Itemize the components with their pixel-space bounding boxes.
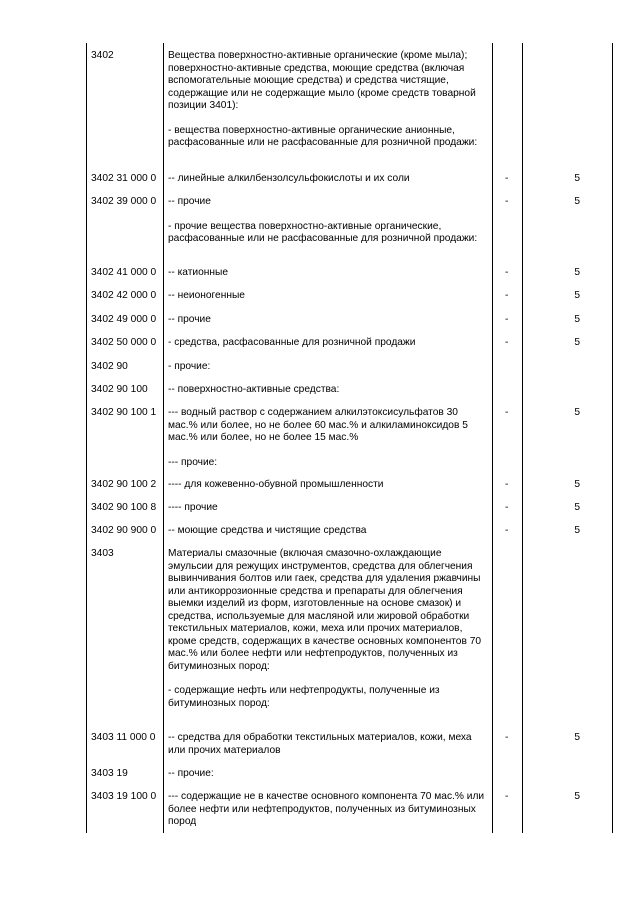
description (168, 502, 486, 515)
tariff-code: 3402 (91, 50, 114, 61)
description (168, 407, 486, 469)
description-text: -- поверхностно-активные средства: (168, 384, 340, 395)
unit: - (505, 314, 509, 325)
unit: - (505, 267, 509, 278)
description (168, 732, 486, 757)
tariff-code: 3402 90 100 1 (91, 407, 157, 418)
tariff-code: 3402 90 100 (91, 384, 148, 395)
description-text: - средства, расфасованные для розничной продажи (168, 337, 416, 348)
tariff-code: 3402 31 000 0 (91, 173, 157, 184)
description-text: --- содержащие не в качестве основного компонента 70 мас.% или более нефти или нефтепродуктов, полученных из битуминозных пород (168, 791, 485, 827)
duty-rate: 5 (574, 732, 580, 743)
description (168, 290, 486, 303)
description (168, 50, 486, 150)
table-divider-unit (522, 43, 523, 833)
description (168, 548, 486, 710)
description-text: --- прочие: (168, 456, 218, 468)
tariff-code: 3402 90 900 0 (91, 525, 157, 536)
description-text: -- линейные алкилбензолсульфокислоты и их соли (168, 173, 410, 184)
duty-rate: 5 (574, 337, 580, 348)
unit: - (505, 732, 509, 743)
duty-rate: 5 (574, 791, 580, 802)
table-border-right (612, 43, 613, 833)
description-text: ---- прочие (168, 502, 218, 513)
description-text: ---- для кожевенно-обувной промышленности (168, 479, 384, 490)
unit: - (505, 196, 509, 207)
duty-rate: 5 (574, 479, 580, 490)
description (168, 768, 486, 781)
tariff-code: 3402 90 100 8 (91, 502, 157, 513)
unit: - (505, 791, 509, 802)
description (168, 267, 486, 280)
description (168, 384, 486, 397)
table-divider-desc (492, 43, 493, 833)
description-text: Материалы смазочные (включая смазочно-охлаждающие эмульсии для режущих инструментов, средства для облегчения вывинчивания болтов или гаек, средства для удаления ржавчины или антикоррозионные средства и препараты для облегчения выемки изделий из форм, изготовленные на основе смазок) и средства, используемые для масляной или жировой обработки текстильных материалов, кожи, меха или прочих материалов, кроме средств, содержащих в качестве основных компонентов 70 мас.% или более нефти или нефтепродуктов, полученных из битуминозных пород: (168, 548, 482, 672)
unit: - (505, 173, 509, 184)
description-text: --- водный раствор с содержанием алкилэтоксисульфатов 30 мас.% или более, но не более 60 мас.% и алкиламиноксидов 5 мас.% или более, но не более 15 мас.% (168, 407, 468, 443)
description-text: -- средства для обработки текстильных материалов, кожи, меха или прочих материалов (168, 732, 472, 756)
description-text: -- катионные (168, 267, 229, 278)
duty-rate: 5 (574, 314, 580, 325)
unit: - (505, 479, 509, 490)
duty-rate: 5 (574, 525, 580, 536)
description-text: - прочие вещества поверхностно-активные органические, расфасованные или не расфасованные для розничной продажи: (168, 220, 478, 244)
description-text: -- моющие средства и чистящие средства (168, 525, 367, 536)
description (168, 525, 486, 538)
description-text: -- прочие (168, 196, 211, 207)
description-text: - прочие: (168, 361, 211, 372)
table-divider-code (163, 43, 164, 833)
unit: - (505, 502, 509, 513)
tariff-code: 3402 50 000 0 (91, 337, 157, 348)
tariff-code: 3403 (91, 548, 114, 559)
tariff-code: 3402 90 100 2 (91, 479, 157, 490)
duty-rate: 5 (574, 407, 580, 418)
description (168, 791, 486, 829)
description-text: - вещества поверхностно-активные органические анионные, расфасованные или не расфасованные для розничной продажи: (168, 124, 478, 148)
description (168, 337, 486, 350)
description (168, 196, 486, 246)
tariff-code: 3403 19 (91, 768, 128, 779)
tariff-code: 3402 39 000 0 (91, 196, 157, 207)
description-text: - содержащие нефть или нефтепродукты, полученные из битуминозных пород: (168, 685, 440, 709)
duty-rate: 5 (574, 173, 580, 184)
tariff-code: 3402 49 000 0 (91, 314, 157, 325)
tariff-code: 3403 11 000 0 (91, 732, 156, 743)
unit: - (505, 525, 509, 536)
description (168, 479, 486, 492)
tariff-code: 3403 19 100 0 (91, 791, 157, 802)
duty-rate: 5 (574, 196, 580, 207)
description-text: -- прочие (168, 314, 211, 325)
description (168, 173, 486, 186)
description-text: -- прочие: (168, 768, 214, 779)
duty-rate: 5 (574, 290, 580, 301)
table-border-left (86, 43, 87, 833)
unit: - (505, 290, 509, 301)
unit: - (505, 337, 509, 348)
duty-rate: 5 (574, 502, 580, 513)
tariff-code: 3402 42 000 0 (91, 290, 157, 301)
description-text: -- неионогенные (168, 290, 245, 301)
tariff-code: 3402 41 000 0 (91, 267, 157, 278)
description-text: Вещества поверхностно-активные органические (кроме мыла); поверхностно-активные средства, моющие средства (включая вспомогательные моющие средства) и средства чистящие, содержащие или не содержащие мыло (кроме средств товарной позиции 3401): (168, 50, 476, 111)
unit: - (505, 407, 509, 418)
description (168, 361, 486, 374)
tariff-code: 3402 90 (91, 361, 128, 372)
duty-rate: 5 (574, 267, 580, 278)
description (168, 314, 486, 327)
